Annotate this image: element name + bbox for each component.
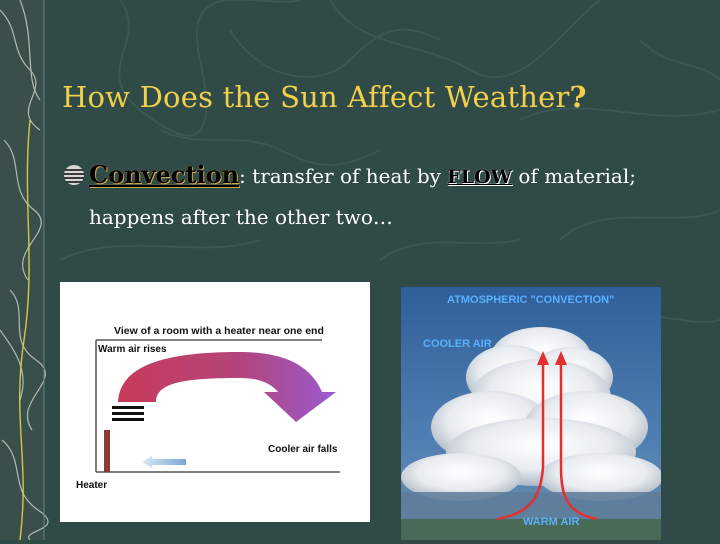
title-text: How Does the Sun Affect Weather	[62, 80, 570, 114]
keyword-colon: :	[239, 164, 246, 188]
title-question-mark: ?	[569, 80, 587, 114]
bullet-line-2: happens after the other two…	[89, 205, 393, 229]
bullet-line-1	[89, 160, 636, 189]
room-heading: View of a room with a heater near one end	[114, 325, 324, 337]
warm-air-label: Warm air rises	[98, 344, 167, 355]
definition-post: of material;	[512, 164, 636, 188]
definition-pre: transfer of heat by	[245, 164, 448, 188]
keyword-convection: Convection	[89, 160, 240, 189]
air-flow-arrow	[118, 352, 336, 422]
warm-air-photo-label: WARM AIR	[523, 516, 580, 528]
cloud-photo-graphic	[401, 287, 661, 540]
room-diagram-graphic	[60, 282, 370, 522]
room-convection-diagram	[60, 282, 370, 522]
cloud-convection-photo	[401, 287, 661, 540]
cooler-air-label: COOLER AIR	[423, 338, 492, 350]
cool-air-arrow	[142, 456, 186, 468]
cool-air-label: Cooler air falls	[268, 444, 338, 455]
heater-shape	[104, 430, 110, 472]
flow-word: FLOW	[447, 166, 513, 188]
bullet-icon	[62, 163, 86, 187]
photo-title: ATMOSPHERIC "CONVECTION"	[447, 294, 615, 306]
heater-label: Heater	[76, 480, 108, 491]
slide-title	[62, 80, 587, 114]
